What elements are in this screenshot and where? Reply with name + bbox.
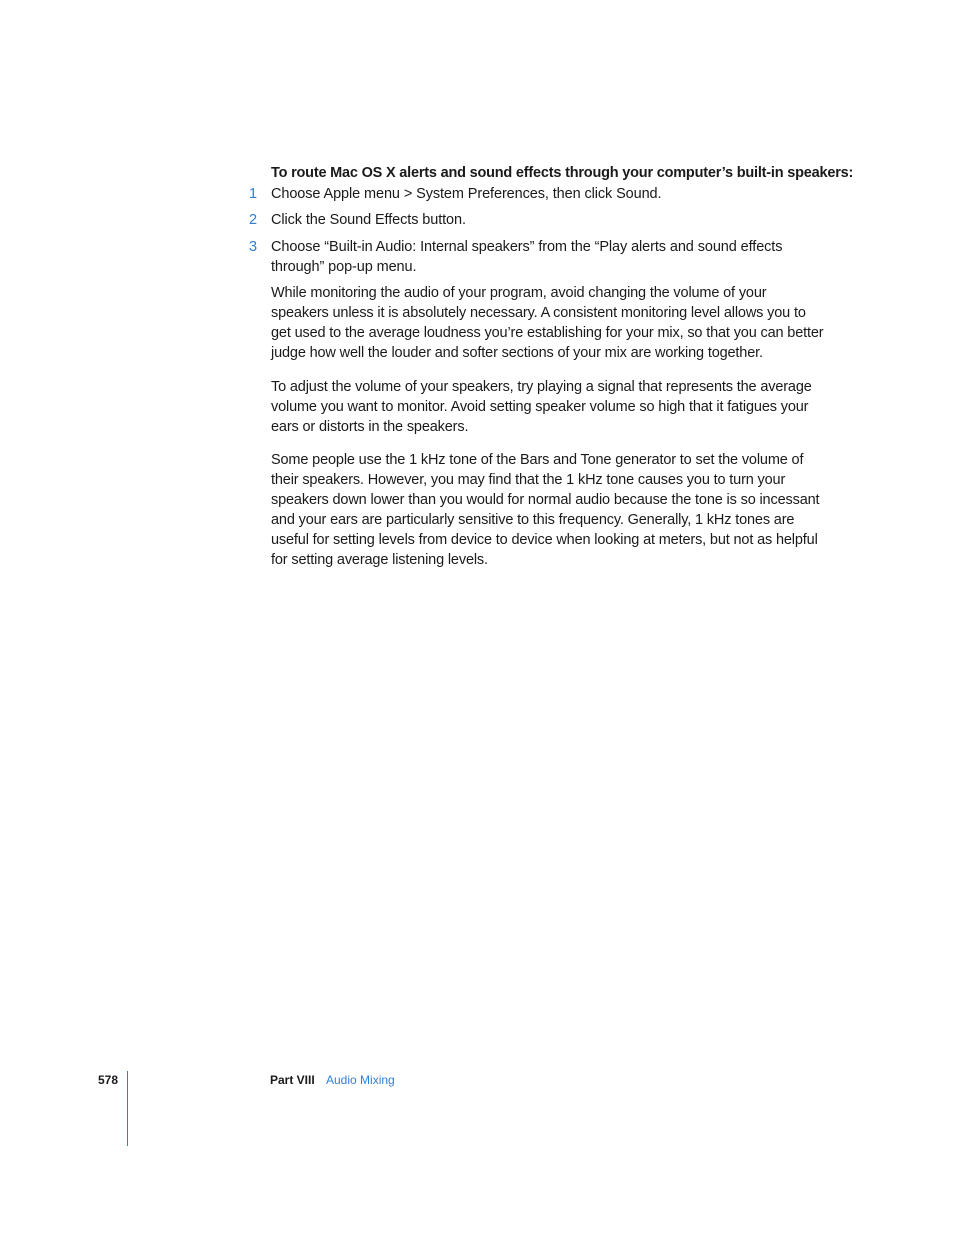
body-paragraph: To adjust the volume of your speakers, try playing a signal that represents the average volume you want to monitor. Avoid setting speaker volume so high that it fatigues your ears or distorts in the speakers. [271, 379, 812, 435]
step-number: 3 [249, 239, 257, 255]
procedure-heading: To route Mac OS X alerts and sound effects through your computer’s built-in speakers: [271, 165, 854, 181]
step-text: Choose Apple menu > System Preferences, then click Sound. [271, 186, 662, 202]
footer-divider [127, 1071, 128, 1146]
step-number: 1 [249, 186, 257, 202]
body-paragraph: While monitoring the audio of your program, avoid changing the volume of your speakers unless it is absolutely necessary. A consistent monitoring level allows you to get used to the average loudness you’re establishing for your mix, so that you can better judge how well the louder and softer sections of your mix are working together. [271, 285, 824, 361]
footer-chapter-title: Audio Mixing [326, 1073, 395, 1087]
footer-part-label: Part VIII [270, 1073, 315, 1087]
step-text: Click the Sound Effects button. [271, 212, 466, 228]
step-text: Choose “Built-in Audio: Internal speakers” from the “Play alerts and sound effects through” pop-up menu. [271, 239, 783, 275]
body-paragraph: Some people use the 1 kHz tone of the Bars and Tone generator to set the volume of their speakers. However, you may find that the 1 kHz tone causes you to turn your speakers down lower than you would for normal audio because the tone is so incessant and your ears are particularly sensitive to this frequency. Generally, 1 kHz tones are useful for setting levels from device to device when looking at meters, but not as helpful for setting average listening levels. [271, 452, 820, 568]
page-number: 578 [98, 1073, 119, 1087]
step-number: 2 [249, 212, 257, 228]
